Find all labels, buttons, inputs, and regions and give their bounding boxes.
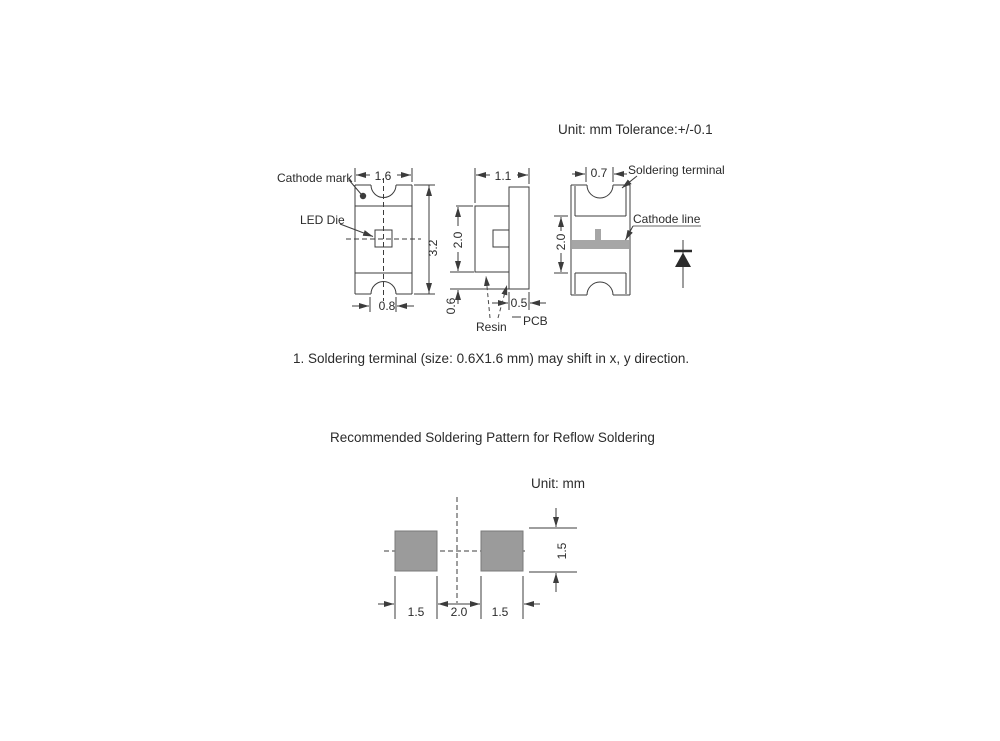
left-pad-width-dim: 1.5 [407, 605, 425, 619]
side-die-square [493, 230, 509, 247]
resin-leader-2 [498, 285, 507, 318]
right-pad [481, 531, 523, 571]
resin-outline [475, 206, 509, 272]
resin-leader-1 [486, 276, 490, 318]
top-view-notch-dim: 0.8 [378, 299, 396, 313]
top-view-width-dim: 1.6 [374, 169, 392, 183]
note-text: 1. Soldering terminal (size: 0.6X1.6 mm) may shift in x, y direction. [293, 351, 690, 366]
cathode-mark-tab [595, 229, 601, 240]
right-pad-width-dim: 1.5 [491, 605, 509, 619]
pcb-label: PCB [523, 314, 548, 328]
resin-label: Resin [476, 320, 507, 334]
solder-pattern-drawing [378, 497, 577, 619]
diode-symbol [674, 240, 692, 288]
front-view-height-dim: 2.0 [554, 233, 568, 251]
top-view-height-dim: 3.2 [426, 239, 440, 257]
left-pad [395, 531, 437, 571]
unit-tolerance-text: Unit: mm Tolerance:+/-0.1 [558, 122, 713, 137]
cathode-mark-label: Cathode mark [277, 171, 353, 185]
led-die-label: LED Die [300, 213, 345, 227]
solder-pattern-title: Recommended Soldering Pattern for Reflow Soldering [330, 430, 655, 445]
side-view-pcb-width-dim: 0.5 [510, 296, 528, 310]
cathode-line-leader [626, 226, 634, 240]
top-view-drawing [340, 168, 435, 312]
side-view-pcb-thickness-dim: 0.6 [444, 297, 458, 315]
side-view-width-dim: 1.1 [494, 169, 512, 183]
soldering-terminal-label: Soldering terminal [628, 163, 725, 177]
cathode-line-bar [572, 240, 629, 249]
front-view-drawing [554, 167, 701, 295]
pad-gap-dim: 2.0 [450, 605, 468, 619]
led-die-leader [340, 224, 373, 237]
pad-height-dim: 1.5 [555, 542, 569, 560]
front-view-notch-dim: 0.7 [590, 166, 608, 180]
cathode-mark-dot [360, 193, 366, 199]
pcb-outline [509, 187, 529, 289]
solder-pattern-unit: Unit: mm [531, 476, 585, 491]
cathode-line-label: Cathode line [633, 212, 701, 226]
side-view-height-dim: 2.0 [451, 231, 465, 249]
